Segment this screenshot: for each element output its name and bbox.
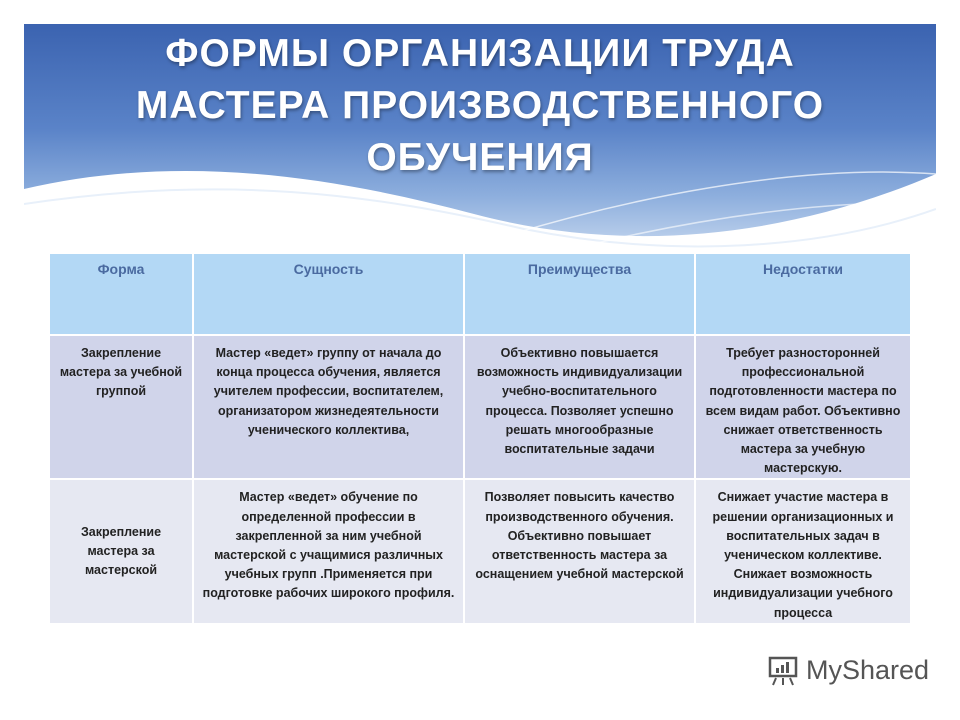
header-essence: Сущность xyxy=(194,254,463,334)
myshared-logo xyxy=(766,654,929,686)
cell-advantages: Объективно повышается возможность индивидуализации учебно-воспитательного процесса. Позволяет успешно решать многообразные воспитательные задачи xyxy=(465,336,694,478)
title-line-1: ФОРМЫ ОРГАНИЗАЦИИ ТРУДА xyxy=(165,32,795,75)
comparison-table xyxy=(48,252,912,625)
cell-disadvantages: Требует разносторонней профессиональной подготовленности мастера по всем видам работ. Объективно снижает ответственность мастера за учебную мастерскую. xyxy=(696,336,910,478)
presentation-board-icon xyxy=(766,654,800,686)
header-advantages: Преимущества xyxy=(465,254,694,334)
header-disadvantages: Недостатки xyxy=(696,254,910,334)
cell-advantages: Позволяет повысить качество производственного обучения. Объективно повышает ответственность мастера за оснащением учебной мастерской xyxy=(465,480,694,622)
header-form: Форма xyxy=(50,254,192,334)
table-row xyxy=(50,336,910,478)
title-line-2: МАСТЕРА ПРОИЗВОДСТВЕННОГО xyxy=(135,84,825,127)
slide-title xyxy=(24,28,936,184)
title-line-3: ОБУЧЕНИЯ xyxy=(366,136,594,179)
cell-form: Закрепление мастера за мастерской xyxy=(50,480,192,622)
cell-form: Закрепление мастера за учебной группой xyxy=(50,336,192,478)
table-row xyxy=(50,480,910,622)
cell-essence: Мастер «ведет» группу от начала до конца процесса обучения, является учителем профессии, воспитателем, организатором жизнедеятельности ученического коллектива, xyxy=(194,336,463,478)
cell-essence: Мастер «ведет» обучение по определенной профессии в закрепленной за ним учебной мастерской с учащимися различных учебных групп .Применяется при подготовке рабочих широкого профиля. xyxy=(194,480,463,622)
watermark-text: MyShared xyxy=(806,654,930,685)
cell-disadvantages: Снижает участие мастера в решении организационных и воспитательных задач в ученическом коллективе. Снижает возможность индивидуализации учебного процесса xyxy=(696,480,910,622)
table-header-row xyxy=(50,254,910,334)
